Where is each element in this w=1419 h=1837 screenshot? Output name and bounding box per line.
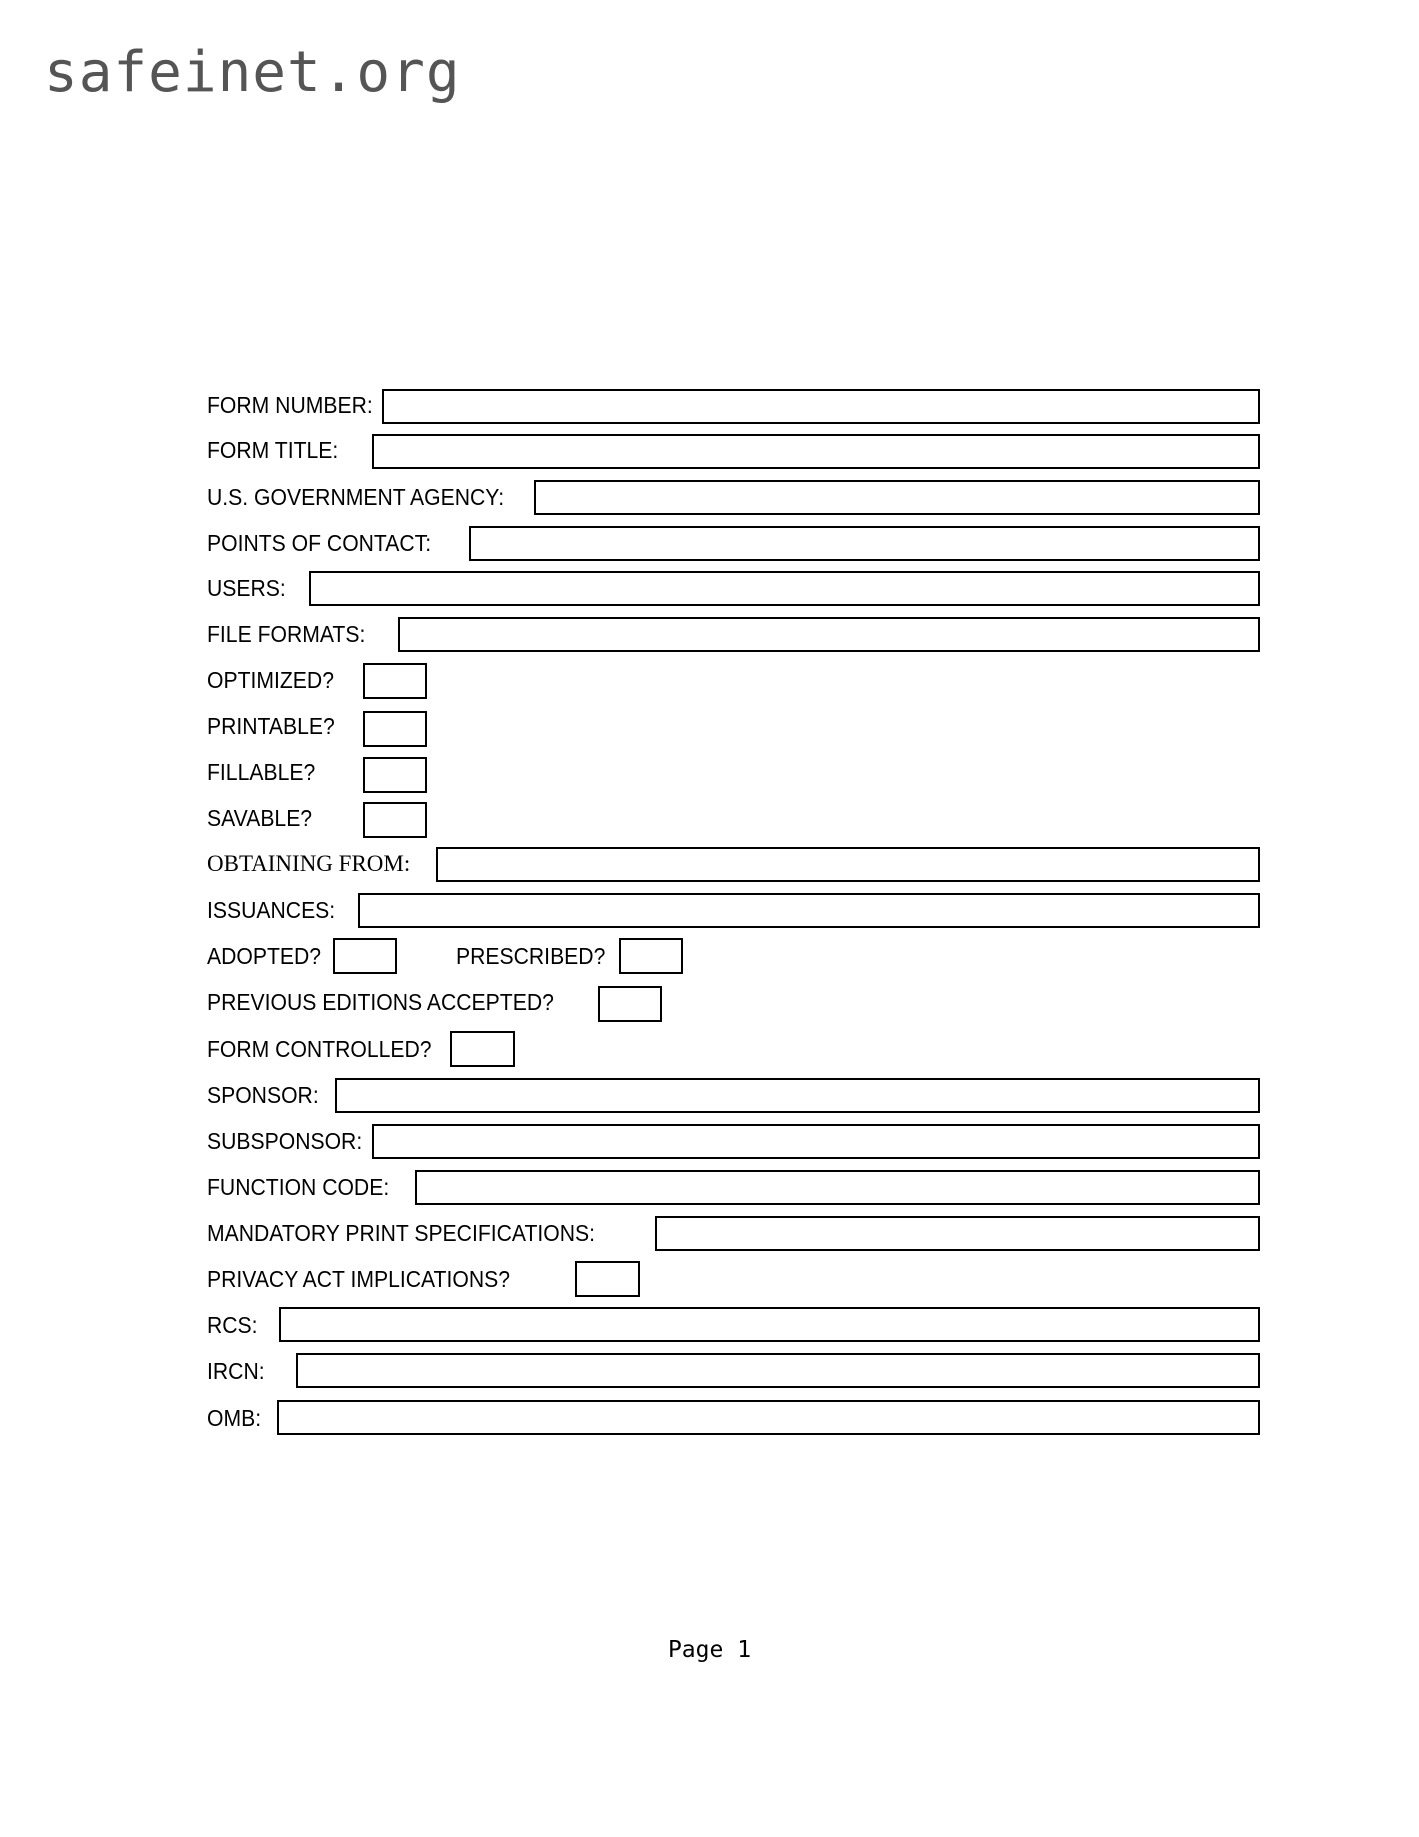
sponsor-label: SPONSOR:	[207, 1082, 319, 1108]
issuances-field[interactable]	[358, 893, 1260, 928]
form-number-field[interactable]	[382, 389, 1260, 424]
omb-field[interactable]	[277, 1400, 1260, 1435]
form-number-label: FORM NUMBER:	[207, 392, 373, 418]
agency-label: U.S. GOVERNMENT AGENCY:	[207, 484, 505, 510]
subsponsor-label: SUBSPONSOR:	[207, 1128, 363, 1154]
agency-field[interactable]	[534, 480, 1260, 515]
subsponsor-field[interactable]	[372, 1124, 1260, 1159]
watermark-text: safeinet.org	[44, 40, 461, 105]
mandatory-print-label: MANDATORY PRINT SPECIFICATIONS:	[207, 1220, 596, 1246]
optimized-label: OPTIMIZED?	[207, 667, 334, 693]
issuances-label: ISSUANCES:	[207, 897, 336, 923]
sponsor-field[interactable]	[335, 1078, 1260, 1113]
fillable-checkbox[interactable]	[363, 757, 427, 793]
omb-label: OMB:	[207, 1405, 262, 1431]
adopted-checkbox[interactable]	[333, 938, 397, 974]
ircn-field[interactable]	[296, 1353, 1260, 1388]
function-code-field[interactable]	[415, 1170, 1260, 1205]
prescribed-checkbox[interactable]	[619, 938, 683, 974]
privacy-act-checkbox[interactable]	[575, 1261, 640, 1297]
form-title-field[interactable]	[372, 434, 1260, 469]
printable-checkbox[interactable]	[363, 711, 427, 747]
form-controlled-label: FORM CONTROLLED?	[207, 1036, 432, 1062]
prescribed-label: PRESCRIBED?	[456, 943, 606, 969]
points-of-contact-field[interactable]	[469, 526, 1260, 561]
printable-label: PRINTABLE?	[207, 713, 335, 739]
adopted-label: ADOPTED?	[207, 943, 322, 969]
mandatory-print-field[interactable]	[655, 1216, 1260, 1251]
rcs-field[interactable]	[279, 1307, 1260, 1342]
fillable-label: FILLABLE?	[207, 759, 316, 785]
previous-editions-label: PREVIOUS EDITIONS ACCEPTED?	[207, 989, 554, 1015]
file-formats-field[interactable]	[398, 617, 1260, 652]
points-of-contact-label: POINTS OF CONTACT:	[207, 530, 432, 556]
page-number: Page 1	[667, 1637, 752, 1663]
users-label: USERS:	[207, 575, 286, 601]
obtaining-from-label: OBTAINING FROM:	[207, 851, 411, 876]
function-code-label: FUNCTION CODE:	[207, 1174, 390, 1200]
optimized-checkbox[interactable]	[363, 663, 427, 699]
previous-editions-checkbox[interactable]	[598, 986, 662, 1022]
savable-label: SAVABLE?	[207, 805, 313, 831]
obtaining-from-field[interactable]	[436, 847, 1260, 882]
users-field[interactable]	[309, 571, 1260, 606]
form-controlled-checkbox[interactable]	[450, 1031, 515, 1067]
file-formats-label: FILE FORMATS:	[207, 621, 366, 647]
form-title-label: FORM TITLE:	[207, 437, 339, 463]
savable-checkbox[interactable]	[363, 802, 427, 838]
ircn-label: IRCN:	[207, 1358, 265, 1384]
rcs-label: RCS:	[207, 1312, 258, 1338]
privacy-act-label: PRIVACY ACT IMPLICATIONS?	[207, 1266, 510, 1292]
